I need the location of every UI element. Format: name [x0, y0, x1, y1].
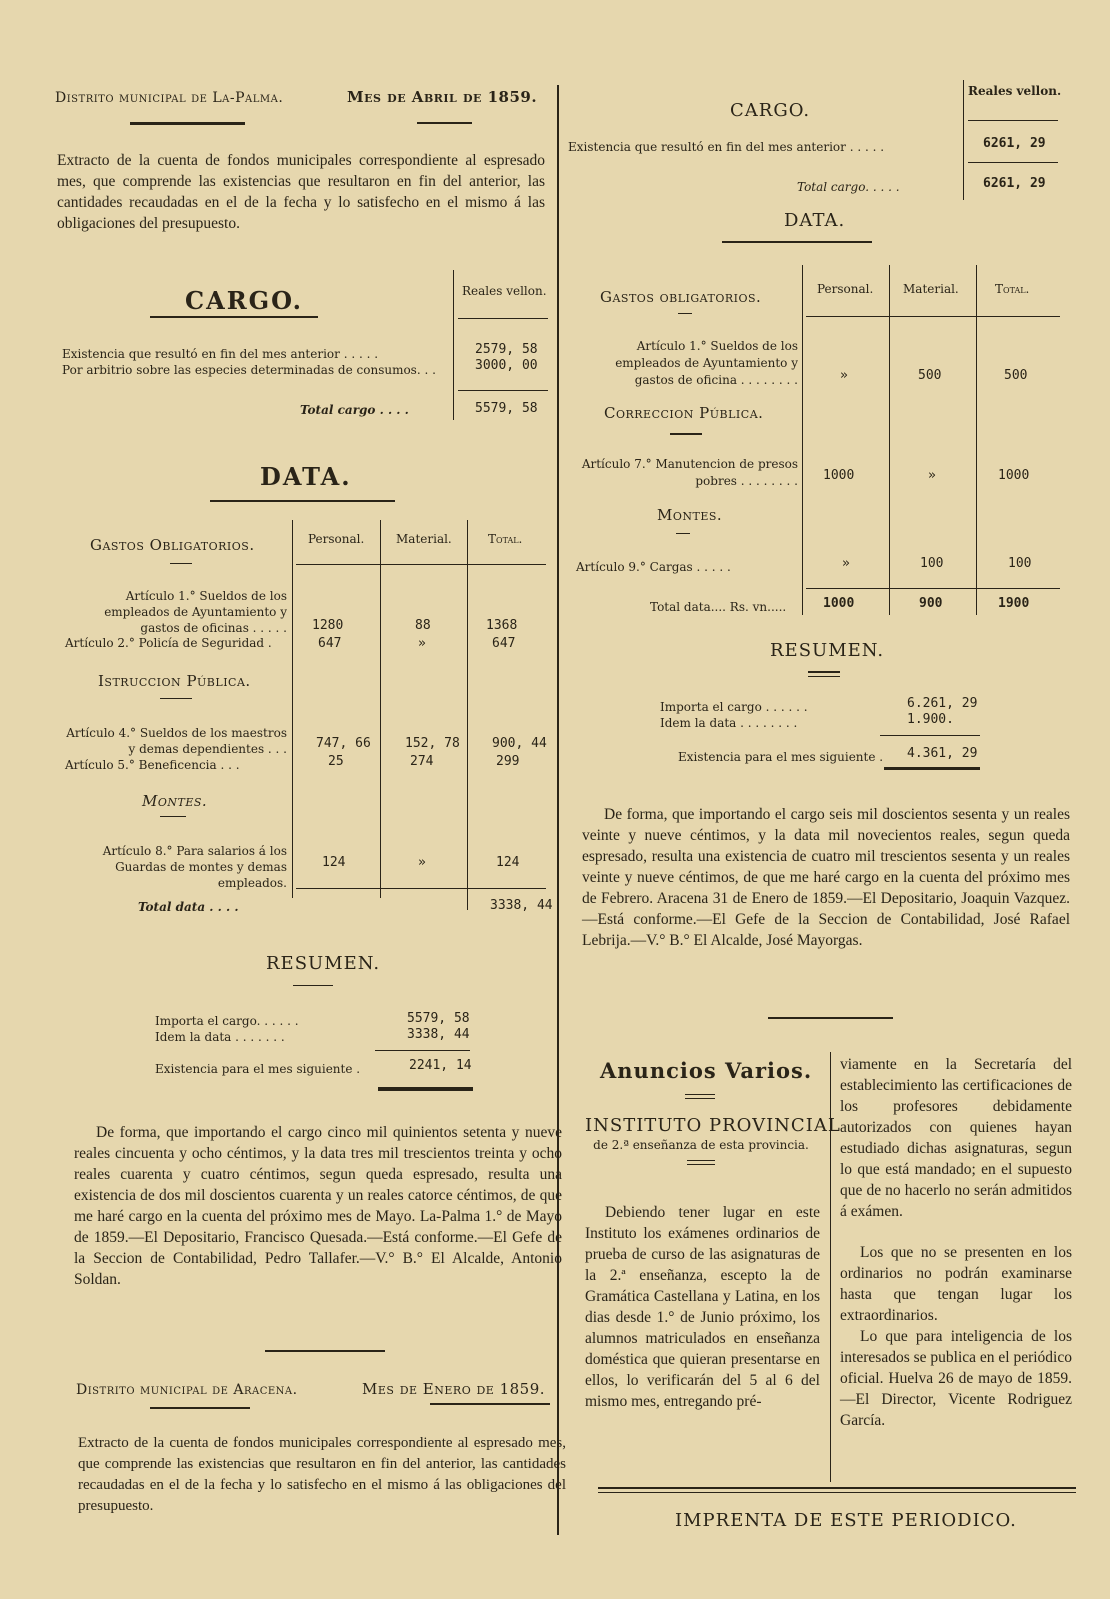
ornament-rule	[150, 1407, 250, 1409]
ornament-rule	[430, 1403, 550, 1405]
left-district-heading: Distrito municipal de La-Palma.	[55, 90, 284, 106]
left-art2-material: »	[418, 636, 426, 651]
right-total-total: 1900	[998, 596, 1030, 611]
left-art5-label: Artículo 5.° Beneficencia . . .	[65, 758, 240, 772]
right-col-personal: Personal.	[817, 282, 874, 296]
short-rule	[170, 563, 192, 564]
left-art2-total: 647	[492, 636, 516, 651]
table-hrule	[880, 735, 980, 736]
right-cargo-label: Existencia que resultó en fin del mes anterior . . . . .	[568, 140, 885, 154]
left-total-cargo-label: Total cargo . . . .	[300, 403, 409, 417]
table-vrule	[976, 265, 977, 615]
left-res-data-label: Idem la data . . . . . . .	[155, 1030, 285, 1044]
imprenta-footer: IMPRENTA DE ESTE PERIODICO.	[675, 1510, 1017, 1531]
left-cargo-row-2-label: Por arbitrio sobre las especies determinadas de consumos. . .	[62, 363, 436, 377]
short-rule	[808, 671, 840, 673]
right-art9-label: Artículo 9.° Cargas . . . . .	[576, 560, 731, 574]
table-hrule	[806, 316, 1060, 317]
right-res-exist-label: Existencia para el mes siguiente .	[678, 750, 884, 764]
left-res-exist-value: 2241, 14	[409, 1058, 472, 1073]
right-montes-heading: Montes.	[657, 506, 723, 524]
left-res-cargo-label: Importa el cargo. . . . . .	[155, 1014, 299, 1028]
left-art8-material: »	[418, 855, 426, 870]
right-resumen-heading: RESUMEN.	[770, 640, 885, 661]
data-underline	[210, 500, 395, 502]
left-month2-heading: Mes de Enero de 1859.	[362, 1380, 546, 1398]
left-total-cargo-value: 5579, 58	[475, 401, 538, 416]
ornament-rule	[130, 122, 245, 125]
right-res-exist-value: 4.361, 29	[907, 746, 978, 761]
left-art4-total: 900, 44	[492, 736, 547, 751]
left-col-personal: Personal.	[308, 532, 365, 546]
left-art1-personal: 1280	[312, 618, 344, 633]
left-art1-label: Artículo 1.° Sueldos de los empleados de Ayuntamiento y gastos de oficinas . . . . .	[104, 589, 287, 635]
left-cargo-row-1-value: 2579, 58	[475, 342, 538, 357]
right-gastos-heading: Gastos obligatorios.	[600, 288, 762, 306]
left-gastos-heading: Gastos Obligatorios.	[90, 536, 255, 554]
right-res-cargo-value: 6.261, 29	[907, 696, 978, 711]
left-art5-material: 274	[410, 754, 434, 769]
right-total-material: 900	[919, 596, 943, 611]
right-cargo-title: CARGO.	[730, 100, 811, 121]
bottom-rule	[598, 1487, 1076, 1489]
left-art8-total: 124	[496, 855, 520, 870]
short-rule	[676, 533, 690, 534]
instituto-subheading: de 2.ª enseñanza de esta provincia.	[593, 1138, 809, 1152]
table-vrule	[802, 265, 803, 615]
table-vrule	[380, 520, 381, 898]
short-rule	[293, 985, 333, 986]
right-art7-material: »	[928, 468, 936, 483]
double-rule	[378, 1087, 473, 1091]
left-cargo-row-2-value: 3000, 00	[475, 358, 538, 373]
left-art5-total: 299	[496, 754, 520, 769]
left-instruccion-heading: Istruccion Pública.	[98, 672, 251, 690]
short-rule	[160, 816, 186, 817]
right-reales-vellon-header: Reales vellon.	[968, 84, 1062, 98]
ornament-rule	[417, 122, 472, 124]
left-total-data-value: 3338, 44	[490, 898, 553, 913]
right-res-data-value: 1.900.	[907, 712, 954, 727]
anuncio-paragraph-b3: Lo que para inteligencia de los interesados se publica en el periódico oficial. Huelva 26 de mayo de 1859.—El Director, Vicente Rodriguez García.	[840, 1328, 1072, 1429]
bottom-rule	[598, 1492, 1076, 1493]
anuncio-paragraph-a: Debiendo tener lugar en este Instituto los exámenes ordinarios de prueba de curso de las asignaturas de la 2.ª enseñanza, escepto la de Gramática Castellana y Latina, en los dias desde 1.° de Junio próximo, los alumnos matriculados en enseñanza doméstica que quieran presentarse en ellos, lo verificarán del 5 al 6 del mismo mes, entregando pré-	[585, 1204, 820, 1410]
table-hrule	[458, 390, 548, 391]
right-art1-material: 500	[918, 368, 942, 383]
left-intro2-paragraph: Extracto de la cuenta de fondos municipales correspondiente al espresado mes, que comprende las existencias que resultaron en fin del anterior, las cantidades recaudadas en el de la fecha y lo satisfecho en el mismo á las obligaciones del presupuesto.	[78, 1435, 566, 1514]
left-res-data-value: 3338, 44	[407, 1027, 470, 1042]
table-hrule	[296, 564, 546, 565]
cargo-underline	[150, 316, 318, 318]
right-total-cargo-value: 6261, 29	[983, 176, 1046, 191]
anuncio-paragraph-b2: Los que no se presenten en los ordinarios no podrán examinarse hasta que tengan lugar los extraordinarios.	[840, 1244, 1072, 1324]
short-rule	[160, 698, 192, 699]
left-reales-vellon-header: Reales vellon.	[462, 284, 547, 298]
left-art4-material: 152, 78	[405, 736, 460, 751]
table-vrule	[889, 265, 890, 615]
left-art5-personal: 25	[328, 754, 344, 769]
right-art9-personal: »	[842, 556, 850, 571]
short-rule	[678, 313, 692, 314]
left-art1-material: 88	[415, 618, 431, 633]
left-res-exist-label: Existencia para el mes siguiente .	[155, 1062, 361, 1076]
left-cargo-row-1-label: Existencia que resultó en fin del mes anterior . . . . .	[62, 347, 379, 361]
right-correccion-heading: Correccion Pública.	[604, 404, 764, 422]
left-cargo-title: CARGO.	[185, 286, 304, 315]
short-rule	[685, 1094, 715, 1095]
right-art7-personal: 1000	[823, 468, 855, 483]
anuncio-paragraph-b1: viamente en la Secretaría del establecimiento las certificaciones de los profesores debidamente autorizados con quienes hayan estudiado dichas asignaturas, segun lo que está mandado; en el supuesto que de no hacerlo no serán admitidos á exámen.	[840, 1056, 1072, 1220]
left-art4-personal: 747, 66	[316, 736, 371, 751]
table-hrule	[806, 588, 1060, 589]
right-res-data-label: Idem la data . . . . . . . .	[660, 716, 798, 730]
right-art7-label: Artículo 7.° Manutencion de presos pobres . . . . . . . .	[581, 457, 798, 488]
right-cargo-value: 6261, 29	[983, 136, 1046, 151]
right-total-cargo-label: Total cargo. . . . .	[797, 180, 900, 194]
instituto-heading: INSTITUTO PROVINCIAL	[585, 1115, 841, 1136]
right-total-personal: 1000	[823, 596, 855, 611]
left-art1-total: 1368	[486, 618, 518, 633]
left-res-cargo-value: 5579, 58	[407, 1011, 470, 1026]
left-art8-personal: 124	[322, 855, 346, 870]
anuncios-heading: Anuncios Varios.	[600, 1058, 813, 1083]
left-art2-personal: 647	[318, 636, 342, 651]
left-data-title: DATA.	[260, 462, 352, 491]
left-total-data-label: Total data . . . .	[138, 900, 239, 914]
table-vrule	[467, 520, 468, 910]
table-hrule	[968, 162, 1058, 163]
short-rule	[808, 676, 840, 677]
table-hrule	[375, 1050, 470, 1051]
left-art2-label: Artículo 2.° Policía de Seguridad .	[65, 636, 272, 650]
right-closing-paragraph: De forma, que importando el cargo seis mil doscientos sesenta y un reales veinte y nueve céntimos, y la data mil novecientos reales, segun queda espresado, resulta una existencia de cuatro mil trescientos sesenta y un reales veinte y nueve céntimos, de que me haré cargo en la cuenta del próximo mes de Febrero. Aracena 31 de Enero de 1859.—El Depositario, Joaquin Vazquez.—Está conforme.—El Gefe de la Seccion de Contabilidad, José Rafael Lebrija.—V.° B.° El Alcalde, José Mayorgas.	[582, 806, 1070, 949]
right-art9-total: 100	[1008, 556, 1032, 571]
left-intro-paragraph: Extracto de la cuenta de fondos municipales correspondiente al espresado mes, que comprende las existencias que resultaron en fin del anterior, las cantidades recaudadas en el de la fecha y lo satisfecho en el mismo á las obligaciones del presupuesto.	[57, 152, 545, 232]
table-hrule	[296, 888, 546, 889]
column-divider	[557, 85, 559, 1535]
right-art1-total: 500	[1004, 368, 1028, 383]
right-art1-label: Artículo 1.° Sueldos de los empleados de Ayuntamiento y gastos de oficina . . . . . . . .	[615, 339, 798, 387]
section-separator	[265, 1350, 385, 1352]
table-hrule	[458, 318, 548, 319]
right-art7-total: 1000	[998, 468, 1030, 483]
right-col-material: Material.	[903, 282, 959, 296]
left-closing-paragraph: De forma, que importando el cargo cinco mil quinientos setenta y nueve reales cincuenta y ocho céntimos, y la data tres mil trescientos treinta y ocho reales cuarenta y cuatro céntimos, segun queda espresado, resulta una existencia de dos mil doscientos cuarenta y un reales catorce céntimos, de que me haré cargo en la cuenta del próximo mes de Mayo. La-Palma 1.° de Mayo de 1859.—El Depositario, Francisco Quesada.—Está conforme.—El Gefe de la Seccion de Contabilidad, Pedro Tallafer.—V.° B.° El Alcalde, Antonio Soldan.	[74, 1124, 562, 1288]
data-underline	[722, 241, 872, 243]
double-rule	[884, 767, 980, 770]
right-art1-personal: »	[840, 368, 848, 383]
table-vrule	[963, 80, 964, 200]
right-total-label: Total data.... Rs. vn.....	[650, 600, 787, 614]
left-art4-label: Artículo 4.° Sueldos de los maestros y demas dependientes . . .	[66, 726, 287, 756]
table-vrule	[453, 270, 454, 420]
left-art8-label: Artículo 8.° Para salarios á los Guardas de montes y demas empleados.	[102, 844, 287, 890]
left-col-material: Material.	[396, 532, 452, 546]
short-rule	[687, 1164, 715, 1165]
left-resumen-heading: RESUMEN.	[266, 953, 381, 974]
table-hrule	[968, 120, 1058, 121]
short-rule	[685, 1098, 715, 1099]
left-col-total: Total.	[488, 532, 523, 546]
short-rule	[687, 1160, 715, 1161]
short-rule	[670, 433, 702, 435]
left-montes-heading: Montes.	[142, 792, 208, 810]
right-data-title: DATA.	[784, 210, 846, 231]
left-month-heading: Mes de Abril de 1859.	[347, 88, 538, 106]
section-separator	[768, 1017, 893, 1019]
right-res-cargo-label: Importa el cargo . . . . . .	[660, 700, 808, 714]
table-vrule	[292, 520, 293, 898]
right-art9-material: 100	[920, 556, 944, 571]
right-col-total: Total.	[995, 282, 1030, 296]
left-district2-heading: Distrito municipal de Aracena.	[76, 1382, 298, 1398]
